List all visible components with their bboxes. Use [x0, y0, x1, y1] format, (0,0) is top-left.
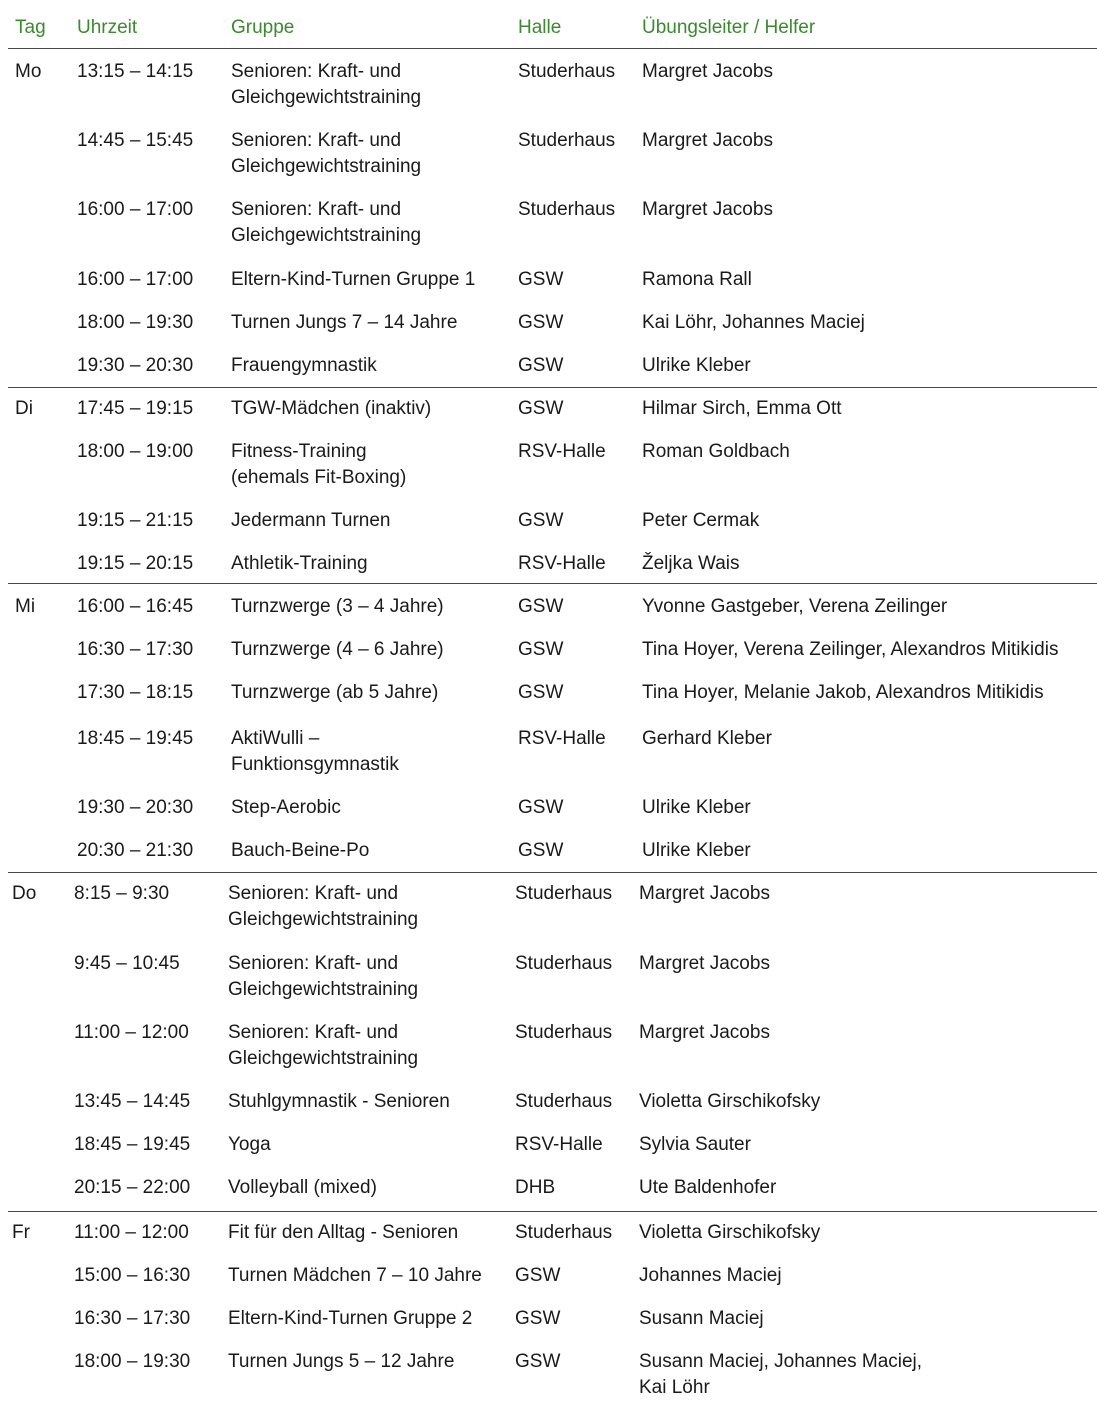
time-cell: 20:30 – 21:30	[77, 840, 194, 861]
group-cell: Turnzwerge (3 – 4 Jahre)	[231, 596, 444, 617]
time-cell: 18:00 – 19:30	[77, 312, 194, 333]
group-cell: Frauengymnastik	[231, 355, 377, 376]
header-leader: Übungsleiter / Helfer	[642, 17, 816, 38]
hall-cell: DHB	[515, 1177, 556, 1198]
hall-cell: GSW	[518, 312, 564, 333]
group-cell: AktiWulli –	[231, 728, 320, 749]
day-divider	[8, 387, 1097, 388]
hall-cell: RSV-Halle	[515, 1134, 603, 1155]
leader-cell: Ulrike Kleber	[642, 797, 751, 818]
day-label: Fr	[12, 1222, 30, 1243]
time-cell: 15:00 – 16:30	[74, 1265, 191, 1286]
hall-cell: GSW	[518, 797, 564, 818]
group-cell: Gleichgewichtstraining	[228, 979, 419, 1000]
hall-cell: Studerhaus	[515, 953, 613, 974]
leader-cell: Violetta Girschikofsky	[639, 1091, 821, 1112]
hall-cell: GSW	[518, 840, 564, 861]
leader-cell: Margret Jacobs	[642, 130, 773, 151]
hall-cell: GSW	[515, 1265, 561, 1286]
group-cell: Senioren: Kraft- und	[231, 199, 402, 220]
time-cell: 11:00 – 12:00	[74, 1022, 189, 1043]
time-cell: 16:30 – 17:30	[74, 1308, 191, 1329]
leader-cell: Johannes Maciej	[639, 1265, 782, 1286]
time-cell: 16:30 – 17:30	[77, 639, 194, 660]
group-cell: Volleyball (mixed)	[228, 1177, 377, 1198]
group-cell: Step-Aerobic	[231, 797, 341, 818]
group-cell: Gleichgewichtstraining	[231, 156, 422, 177]
leader-cell: Ramona Rall	[642, 269, 752, 290]
group-cell: Gleichgewichtstraining	[228, 1048, 419, 1069]
hall-cell: RSV-Halle	[518, 441, 606, 462]
hall-cell: GSW	[518, 596, 564, 617]
leader-cell: Margret Jacobs	[642, 199, 773, 220]
group-cell: Turnen Jungs 5 – 12 Jahre	[228, 1351, 455, 1372]
time-cell: 17:45 – 19:15	[77, 398, 194, 419]
group-cell: Fit für den Alltag - Senioren	[228, 1222, 459, 1243]
time-cell: 19:15 – 20:15	[77, 553, 194, 574]
hall-cell: GSW	[518, 639, 564, 660]
group-cell: Athletik-Training	[231, 553, 368, 574]
leader-cell: Željka Wais	[642, 553, 740, 574]
leader-cell: Roman Goldbach	[642, 441, 790, 462]
hall-cell: Studerhaus	[515, 1022, 613, 1043]
hall-cell: Studerhaus	[518, 130, 616, 151]
group-cell: Turnzwerge (4 – 6 Jahre)	[231, 639, 444, 660]
leader-cell: Gerhard Kleber	[642, 728, 772, 749]
group-cell: Gleichgewichtstraining	[228, 909, 419, 930]
group-cell: Senioren: Kraft- und	[228, 883, 399, 904]
hall-cell: Studerhaus	[515, 1222, 613, 1243]
day-divider	[8, 1211, 1097, 1212]
time-cell: 16:00 – 16:45	[77, 596, 194, 617]
group-cell: Turnzwerge (ab 5 Jahre)	[231, 682, 439, 703]
hall-cell: GSW	[518, 269, 564, 290]
header-divider	[8, 48, 1097, 49]
group-cell: Turnen Mädchen 7 – 10 Jahre	[228, 1265, 482, 1286]
group-cell: Turnen Jungs 7 – 14 Jahre	[231, 312, 458, 333]
time-cell: 16:00 – 17:00	[77, 199, 194, 220]
hall-cell: RSV-Halle	[518, 553, 606, 574]
leader-cell: Kai Löhr, Johannes Maciej	[642, 312, 865, 333]
time-cell: 19:30 – 20:30	[77, 355, 194, 376]
leader-cell: Hilmar Sirch, Emma Ott	[642, 398, 842, 419]
time-cell: 19:15 – 21:15	[77, 510, 194, 531]
leader-cell: Peter Cermak	[642, 510, 760, 531]
group-cell: Stuhlgymnastik - Senioren	[228, 1091, 450, 1112]
time-cell: 8:15 – 9:30	[74, 883, 170, 904]
hall-cell: GSW	[515, 1308, 561, 1329]
leader-cell: Margret Jacobs	[639, 1022, 770, 1043]
group-cell: (ehemals Fit-Boxing)	[231, 467, 407, 488]
group-cell: Funktionsgymnastik	[231, 754, 399, 775]
time-cell: 17:30 – 18:15	[77, 682, 194, 703]
hall-cell: Studerhaus	[518, 199, 616, 220]
hall-cell: GSW	[518, 355, 564, 376]
time-cell: 18:00 – 19:30	[74, 1351, 191, 1372]
hall-cell: Studerhaus	[515, 883, 613, 904]
hall-cell: Studerhaus	[518, 61, 616, 82]
time-cell: 18:00 – 19:00	[77, 441, 194, 462]
time-cell: 16:00 – 17:00	[77, 269, 194, 290]
day-label: Mi	[15, 596, 36, 617]
header-group: Gruppe	[231, 17, 295, 38]
group-cell: Eltern-Kind-Turnen Gruppe 1	[231, 269, 476, 290]
hall-cell: Studerhaus	[515, 1091, 613, 1112]
time-cell: 18:45 – 19:45	[77, 728, 194, 749]
group-cell: Gleichgewichtstraining	[231, 225, 422, 246]
leader-cell: Kai Löhr	[639, 1377, 710, 1398]
time-cell: 19:30 – 20:30	[77, 797, 194, 818]
time-cell: 13:45 – 14:45	[74, 1091, 191, 1112]
leader-cell: Margret Jacobs	[639, 953, 770, 974]
leader-cell: Tina Hoyer, Verena Zeilinger, Alexandros Mitikidis	[642, 639, 1059, 660]
leader-cell: Tina Hoyer, Melanie Jakob, Alexandros Mitikidis	[642, 682, 1044, 703]
leader-cell: Yvonne Gastgeber, Verena Zeilinger	[642, 596, 948, 617]
day-divider	[8, 583, 1097, 584]
time-cell: 11:00 – 12:00	[74, 1222, 189, 1243]
leader-cell: Ulrike Kleber	[642, 355, 751, 376]
header-hall: Halle	[518, 17, 562, 38]
group-cell: Eltern-Kind-Turnen Gruppe 2	[228, 1308, 473, 1329]
group-cell: Senioren: Kraft- und	[231, 130, 402, 151]
header-time: Uhrzeit	[77, 17, 138, 38]
leader-cell: Violetta Girschikofsky	[639, 1222, 821, 1243]
day-label: Do	[12, 883, 37, 904]
group-cell: Gleichgewichtstraining	[231, 87, 422, 108]
group-cell: Bauch-Beine-Po	[231, 840, 370, 861]
leader-cell: Sylvia Sauter	[639, 1134, 751, 1155]
leader-cell: Margret Jacobs	[639, 883, 770, 904]
hall-cell: RSV-Halle	[518, 728, 606, 749]
leader-cell: Ulrike Kleber	[642, 840, 751, 861]
day-label: Di	[15, 398, 33, 419]
time-cell: 14:45 – 15:45	[77, 130, 194, 151]
leader-cell: Ute Baldenhofer	[639, 1177, 777, 1198]
leader-cell: Susann Maciej	[639, 1308, 764, 1329]
hall-cell: GSW	[515, 1351, 561, 1372]
group-cell: Jedermann Turnen	[231, 510, 391, 531]
time-cell: 13:15 – 14:15	[77, 61, 194, 82]
time-cell: 20:15 – 22:00	[74, 1177, 191, 1198]
time-cell: 18:45 – 19:45	[74, 1134, 191, 1155]
day-divider	[8, 872, 1097, 873]
header-day: Tag	[15, 17, 46, 38]
day-label: Mo	[15, 61, 42, 82]
leader-cell: Susann Maciej, Johannes Maciej,	[639, 1351, 923, 1372]
group-cell: Fitness-Training	[231, 441, 367, 462]
group-cell: Yoga	[228, 1134, 271, 1155]
group-cell: Senioren: Kraft- und	[231, 61, 402, 82]
leader-cell: Margret Jacobs	[642, 61, 773, 82]
group-cell: Senioren: Kraft- und	[228, 1022, 399, 1043]
group-cell: Senioren: Kraft- und	[228, 953, 399, 974]
hall-cell: GSW	[518, 398, 564, 419]
group-cell: TGW-Mädchen (inaktiv)	[231, 398, 432, 419]
time-cell: 9:45 – 10:45	[74, 953, 180, 974]
hall-cell: GSW	[518, 682, 564, 703]
hall-cell: GSW	[518, 510, 564, 531]
